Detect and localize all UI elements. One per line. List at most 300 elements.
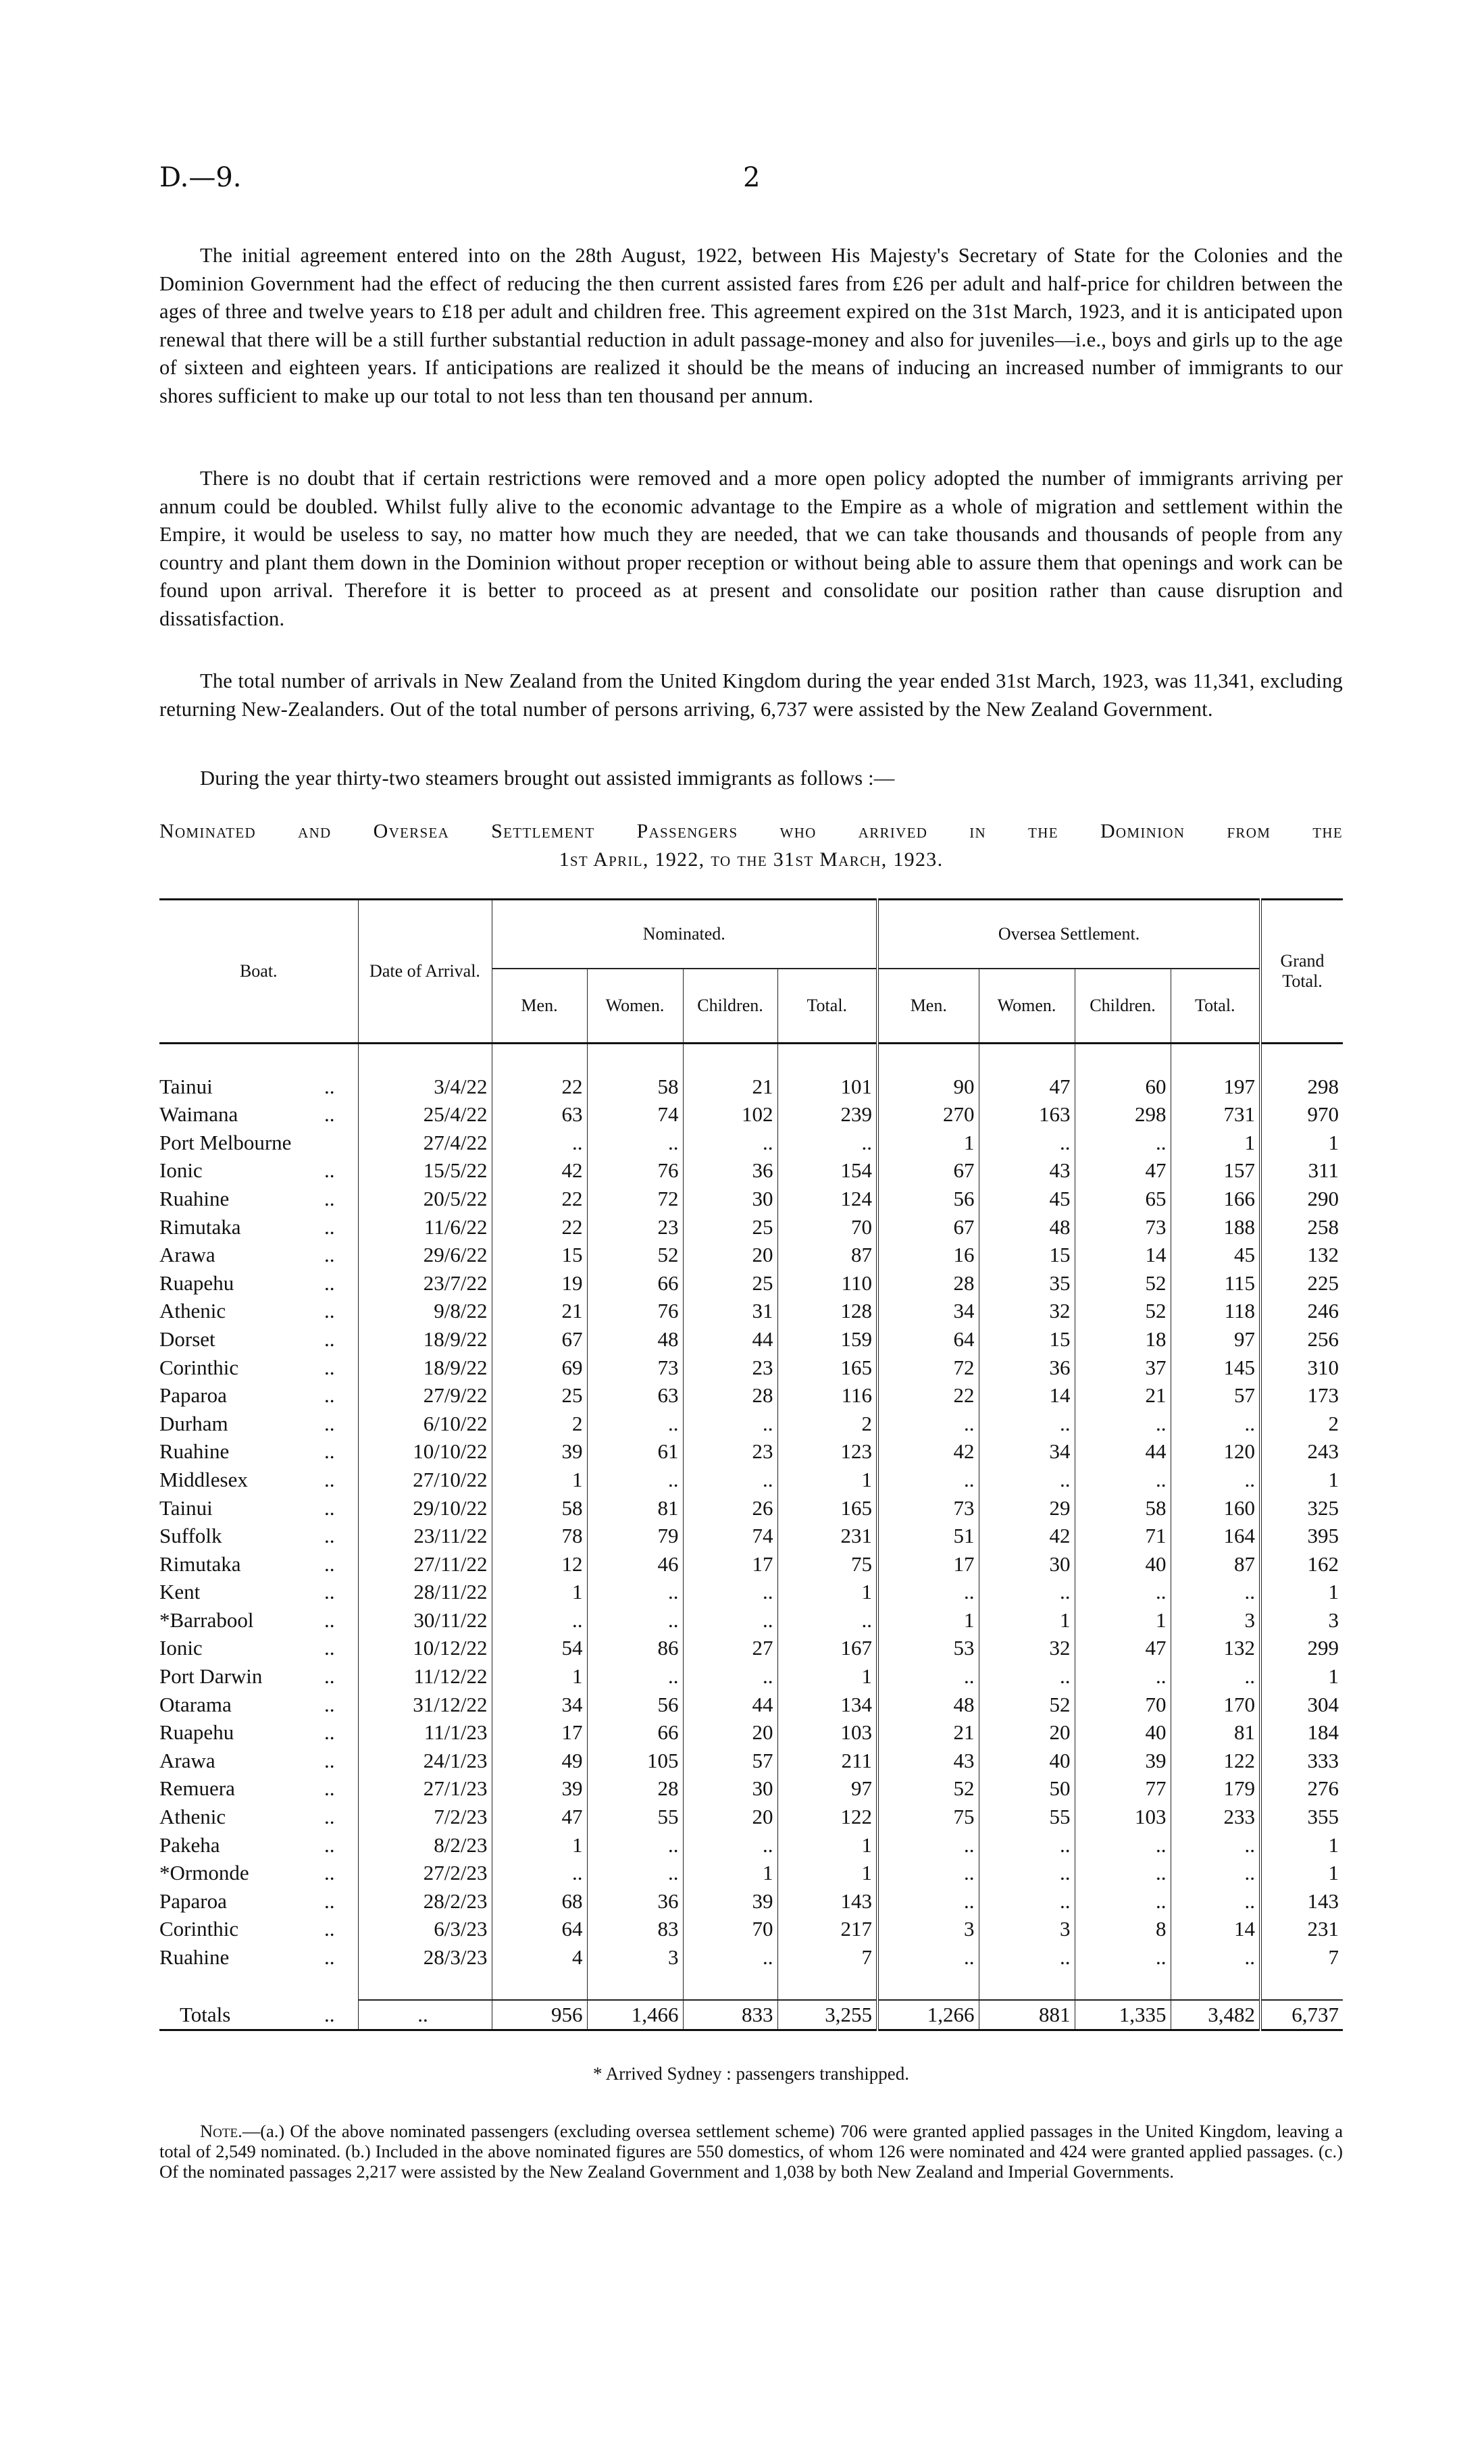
nom-children-cell: 74 [683, 1522, 777, 1550]
os-men-cell: 43 [877, 1747, 979, 1775]
os-children-cell: 37 [1075, 1354, 1171, 1382]
nom-children-cell: .. [683, 1466, 777, 1494]
nom-total-cell: 101 [777, 1073, 877, 1101]
grand-total-cell: 325 [1260, 1494, 1343, 1522]
nom-men-cell: 54 [492, 1634, 587, 1662]
os-children-cell: .. [1075, 1831, 1171, 1859]
leader-dots: .. [324, 1186, 335, 1210]
nom-children-cell: .. [683, 1662, 777, 1691]
arrival-date-cell: 29/10/22 [358, 1494, 492, 1522]
os-men-cell: .. [877, 1662, 979, 1691]
os-men-cell: 48 [877, 1691, 979, 1719]
boat-name: Middlesex [159, 1467, 248, 1491]
nom-total-cell: 211 [777, 1747, 877, 1775]
totals-nom-women: 1,466 [587, 2000, 683, 2030]
nom-total-cell: 165 [777, 1494, 877, 1522]
nom-men-cell: 19 [492, 1269, 587, 1298]
os-men-cell: 51 [877, 1522, 979, 1550]
nom-children-cell: 31 [683, 1297, 777, 1325]
arrival-date-cell: 27/9/22 [358, 1381, 492, 1410]
arrival-date-cell: 29/6/22 [358, 1241, 492, 1269]
boat-name: *Ormonde [159, 1861, 249, 1885]
header-nom-total: Total. [777, 969, 877, 1044]
boat-name-cell [159, 1381, 358, 1410]
table-row [159, 1381, 1343, 1410]
nom-women-cell: 79 [587, 1522, 683, 1550]
nom-men-cell: 58 [492, 1494, 587, 1522]
grand-total-cell: 3 [1260, 1606, 1343, 1635]
boat-name: Arawa [159, 1748, 215, 1772]
boat-name: Waimana [159, 1102, 238, 1127]
os-men-cell: 73 [877, 1494, 979, 1522]
totals-date: .. [358, 2000, 492, 2030]
boat-name: Kent [159, 1580, 201, 1604]
nom-children-cell: 26 [683, 1494, 777, 1522]
leader-dots: .. [324, 1158, 335, 1183]
nom-women-cell: 105 [587, 1747, 683, 1775]
os-total-cell: 118 [1171, 1297, 1260, 1325]
grand-total-cell: 299 [1260, 1634, 1343, 1662]
os-children-cell: 40 [1075, 1718, 1171, 1747]
nom-women-cell: .. [587, 1662, 683, 1691]
os-men-cell: .. [877, 1578, 979, 1606]
boat-name: Athenic [159, 1805, 226, 1829]
nom-total-cell: 134 [777, 1691, 877, 1719]
table-row [159, 1915, 1343, 1943]
nom-men-cell: 22 [492, 1185, 587, 1213]
table-row [159, 1410, 1343, 1438]
grand-total-cell: 243 [1260, 1437, 1343, 1466]
grand-total-cell: 1 [1260, 1466, 1343, 1494]
header-date: Date of Arrival. [358, 900, 492, 1044]
boat-name-cell [159, 1747, 358, 1775]
table-caption-line1: Nominated and Oversea Settlement Passengers who arrived in the Dominion from the [159, 820, 1343, 842]
grand-total-cell: 1 [1260, 1129, 1343, 1157]
nom-total-cell: 1 [777, 1831, 877, 1859]
nom-total-cell: 165 [777, 1354, 877, 1382]
arrival-date-cell: 27/1/23 [358, 1774, 492, 1803]
os-children-cell: .. [1075, 1129, 1171, 1157]
boat-name-cell [159, 1185, 358, 1213]
table-row [159, 1269, 1343, 1298]
boat-name-cell [159, 1410, 358, 1438]
arrival-date-cell: 18/9/22 [358, 1325, 492, 1354]
nom-women-cell: 66 [587, 1718, 683, 1747]
nom-total-cell: 70 [777, 1213, 877, 1241]
table-row [159, 1550, 1343, 1578]
boat-name: Remuera [159, 1776, 235, 1801]
header-grand-total: Grand Total. [1260, 900, 1343, 1044]
arrival-date-cell: 18/9/22 [358, 1354, 492, 1382]
os-women-cell: 1 [979, 1606, 1075, 1635]
os-children-cell: 77 [1075, 1774, 1171, 1803]
header-oversea: Oversea Settlement. [877, 900, 1260, 969]
nom-men-cell: 78 [492, 1522, 587, 1550]
os-total-cell: 122 [1171, 1747, 1260, 1775]
os-children-cell: 298 [1075, 1100, 1171, 1129]
table-row [159, 1578, 1343, 1606]
boat-name-cell [159, 1437, 358, 1466]
table-row [159, 1803, 1343, 1831]
os-total-cell: 115 [1171, 1269, 1260, 1298]
nom-children-cell: 20 [683, 1718, 777, 1747]
os-men-cell: 64 [877, 1325, 979, 1354]
leader-dots: .. [324, 1495, 335, 1520]
grand-total-cell: 246 [1260, 1297, 1343, 1325]
os-total-cell: 157 [1171, 1156, 1260, 1185]
os-children-cell: 52 [1075, 1297, 1171, 1325]
totals-grand: 6,737 [1260, 2000, 1343, 2030]
spacer-row [159, 1972, 1343, 2001]
table-row [159, 1606, 1343, 1635]
nom-women-cell: .. [587, 1859, 683, 1887]
os-men-cell: 75 [877, 1803, 979, 1831]
grand-total-cell: 7 [1260, 1943, 1343, 1972]
os-children-cell: 73 [1075, 1213, 1171, 1241]
os-children-cell: 14 [1075, 1241, 1171, 1269]
nom-women-cell: 3 [587, 1943, 683, 1972]
os-women-cell: 40 [979, 1747, 1075, 1775]
boat-name-cell [159, 1859, 358, 1887]
leader-dots: .. [324, 1889, 335, 1913]
boat-name-cell [159, 1634, 358, 1662]
os-women-cell: 30 [979, 1550, 1075, 1578]
os-women-cell: .. [979, 1943, 1075, 1972]
nom-women-cell: .. [587, 1129, 683, 1157]
boat-name: Ruahine [159, 1186, 230, 1210]
nom-children-cell: .. [683, 1606, 777, 1635]
nom-men-cell: 39 [492, 1774, 587, 1803]
boat-name-cell [159, 1213, 358, 1241]
leader-dots: .. [324, 1580, 335, 1604]
os-men-cell: 3 [877, 1915, 979, 1943]
boat-name-cell [159, 1466, 358, 1494]
boat-name: Dorset [159, 1327, 215, 1351]
nom-children-cell: 30 [683, 1774, 777, 1803]
os-children-cell: .. [1075, 1662, 1171, 1691]
nom-men-cell: 42 [492, 1156, 587, 1185]
os-total-cell: 188 [1171, 1213, 1260, 1241]
grand-total-cell: 231 [1260, 1915, 1343, 1943]
leader-dots: .. [324, 1748, 335, 1772]
table-row [159, 1859, 1343, 1887]
nom-men-cell: 4 [492, 1943, 587, 1972]
table-row [159, 1185, 1343, 1213]
os-total-cell: .. [1171, 1831, 1260, 1859]
arrival-date-cell: 8/2/23 [358, 1831, 492, 1859]
table-row [159, 1662, 1343, 1691]
leader-dots: .. [324, 1917, 335, 1941]
nom-children-cell: 21 [683, 1073, 777, 1101]
boat-name: Ruapehu [159, 1720, 234, 1745]
boat-name: Ruapehu [159, 1270, 234, 1295]
boat-name-cell [159, 1325, 358, 1354]
grand-total-cell: 132 [1260, 1241, 1343, 1269]
table-row [159, 1943, 1343, 1972]
arrival-date-cell: 28/2/23 [358, 1887, 492, 1916]
arrival-date-cell: 10/10/22 [358, 1437, 492, 1466]
nom-children-cell: 17 [683, 1550, 777, 1578]
os-total-cell: 45 [1171, 1241, 1260, 1269]
nom-women-cell: 36 [587, 1887, 683, 1916]
os-total-cell: 731 [1171, 1100, 1260, 1129]
arrival-date-cell: 23/11/22 [358, 1522, 492, 1550]
boat-name-cell [159, 1662, 358, 1691]
page-reference: D.—9. [159, 162, 242, 193]
leader-dots: .. [324, 1692, 335, 1716]
nom-children-cell: .. [683, 1410, 777, 1438]
os-children-cell: 44 [1075, 1437, 1171, 1466]
grand-total-cell: 258 [1260, 1213, 1343, 1241]
boat-name-cell [159, 1718, 358, 1747]
os-total-cell: 233 [1171, 1803, 1260, 1831]
os-women-cell: 32 [979, 1634, 1075, 1662]
arrival-date-cell: 3/4/22 [358, 1073, 492, 1101]
boat-name-cell [159, 1943, 358, 1972]
os-children-cell: 21 [1075, 1381, 1171, 1410]
leader-dots: .. [324, 1832, 335, 1857]
grand-total-cell: 162 [1260, 1550, 1343, 1578]
os-men-cell: 1 [877, 1129, 979, 1157]
os-children-cell: 40 [1075, 1550, 1171, 1578]
paragraph-restrictions: There is no doubt that if certain restrictions were removed and a more open policy adopted the number of immigrants arriving per annum could be doubled. Whilst fully alive to the economic advantage to the Empire as a whole of migration and settlement within the Empire, it would be useless to say, no matter how much they are needed, that we can take thousands and thousands of people from any country and plant them down in the Dominion without proper reception or without being able to assure them that openings and work can be found upon arrival. Therefore it is better to proceed as at present and consolidate our position rather than cause disruption and dissatisfaction. [159, 467, 1343, 630]
os-women-cell: 34 [979, 1437, 1075, 1466]
grand-total-cell: 298 [1260, 1073, 1343, 1101]
grand-total-cell: 1 [1260, 1831, 1343, 1859]
totals-nom-children: 833 [683, 2000, 777, 2030]
os-women-cell: 55 [979, 1803, 1075, 1831]
os-total-cell: .. [1171, 1887, 1260, 1916]
os-women-cell: 48 [979, 1213, 1075, 1241]
nom-women-cell: 55 [587, 1803, 683, 1831]
nom-total-cell: 239 [777, 1100, 877, 1129]
boat-name: Port Darwin [159, 1664, 263, 1689]
nom-men-cell: 39 [492, 1437, 587, 1466]
os-total-cell: .. [1171, 1410, 1260, 1438]
nom-total-cell: 116 [777, 1381, 877, 1410]
nom-women-cell: 76 [587, 1156, 683, 1185]
arrival-date-cell: 6/10/22 [358, 1410, 492, 1438]
leader-dots: .. [324, 1270, 335, 1295]
os-women-cell: .. [979, 1859, 1075, 1887]
os-total-cell: 132 [1171, 1634, 1260, 1662]
nom-total-cell: 122 [777, 1803, 877, 1831]
os-men-cell: 270 [877, 1100, 979, 1129]
boat-name-cell [159, 1129, 358, 1157]
leader-dots: .. [324, 1720, 335, 1745]
nom-children-cell: 1 [683, 1859, 777, 1887]
table-row [159, 1100, 1343, 1129]
os-men-cell: .. [877, 1466, 979, 1494]
grand-total-cell: 333 [1260, 1747, 1343, 1775]
leader-dots: .. [324, 1776, 335, 1801]
boat-name-cell [159, 1550, 358, 1578]
nom-women-cell: 58 [587, 1073, 683, 1101]
nom-men-cell: 69 [492, 1354, 587, 1382]
nom-women-cell: 56 [587, 1691, 683, 1719]
nom-men-cell: 47 [492, 1803, 587, 1831]
leader-dots: .. [324, 1551, 335, 1576]
leader-dots: .. [324, 2002, 335, 2026]
nom-men-cell: 22 [492, 1213, 587, 1241]
boat-name: Otarama [159, 1692, 232, 1716]
nom-total-cell: 159 [777, 1325, 877, 1354]
nom-children-cell: 44 [683, 1691, 777, 1719]
boat-name-cell [159, 1297, 358, 1325]
nom-men-cell: 25 [492, 1381, 587, 1410]
table-row [159, 1634, 1343, 1662]
nom-total-cell: 167 [777, 1634, 877, 1662]
nom-children-cell: 27 [683, 1634, 777, 1662]
os-men-cell: 16 [877, 1241, 979, 1269]
nom-children-cell: 28 [683, 1381, 777, 1410]
grand-total-cell: 1 [1260, 1859, 1343, 1887]
os-total-cell: 14 [1171, 1915, 1260, 1943]
boat-name-cell [159, 1241, 358, 1269]
nom-total-cell: 217 [777, 1915, 877, 1943]
os-total-cell: .. [1171, 1943, 1260, 1972]
os-women-cell: 45 [979, 1185, 1075, 1213]
arrival-date-cell: 30/11/22 [358, 1606, 492, 1635]
nom-children-cell: 20 [683, 1241, 777, 1269]
leader-dots: .. [324, 1102, 335, 1127]
leader-dots: .. [324, 1327, 335, 1351]
nom-women-cell: 46 [587, 1550, 683, 1578]
boat-name: Ruahine [159, 1945, 230, 1969]
os-children-cell: 39 [1075, 1747, 1171, 1775]
boat-name: Pakeha [159, 1832, 220, 1857]
table-row [159, 1747, 1343, 1775]
nom-women-cell: 63 [587, 1381, 683, 1410]
os-total-cell: 57 [1171, 1381, 1260, 1410]
os-total-cell: 160 [1171, 1494, 1260, 1522]
arrival-date-cell: 6/3/23 [358, 1915, 492, 1943]
header-boat: Boat. [159, 900, 358, 1044]
nom-children-cell: 23 [683, 1354, 777, 1382]
arrival-date-cell: 27/2/23 [358, 1859, 492, 1887]
os-total-cell: .. [1171, 1859, 1260, 1887]
leader-dots: .. [324, 1243, 335, 1267]
leader-dots: .. [324, 1861, 335, 1885]
os-women-cell: 43 [979, 1156, 1075, 1185]
nom-men-cell: 64 [492, 1915, 587, 1943]
grand-total-cell: 311 [1260, 1156, 1343, 1185]
paragraph-agreement: The initial agreement entered into on the 28th August, 1922, between His Majesty's Secretary of State for the Colonies and the Dominion Government had the effect of reducing the then current assisted fares from £26 per adult and half-price for children between the ages of three and twelve years to £18 per adult and children free. This agreement expired on the 31st March, 1923, and it is anticipated upon renewal that there will be a still further substantial reduction in adult passage-money and also for juveniles—i.e., boys and girls up to the age of sixteen and eighteen years. If anticipations are realized it should be the means of inducing an increased number of immigrants to our shores sufficient to make up our total to not less than ten thousand per annum. [159, 244, 1343, 407]
nom-men-cell: 1 [492, 1578, 587, 1606]
table-row [159, 1494, 1343, 1522]
boat-name-cell [159, 1269, 358, 1298]
os-women-cell: 32 [979, 1297, 1075, 1325]
paragraph-arrivals: The total number of arrivals in New Zealand from the United Kingdom during the year ended 31st March, 1923, was 11,341, excluding returning New-Zealanders. Out of the total number of persons arriving, 6,737 were assisted by the New Zealand Government. [159, 669, 1343, 721]
os-women-cell: 14 [979, 1381, 1075, 1410]
nom-total-cell: 7 [777, 1943, 877, 1972]
totals-nom-men: 956 [492, 2000, 587, 2030]
os-men-cell: 56 [877, 1185, 979, 1213]
boat-name: Tainui [159, 1495, 213, 1520]
grand-total-cell: 1 [1260, 1578, 1343, 1606]
os-women-cell: 36 [979, 1354, 1075, 1382]
boat-name-cell [159, 1915, 358, 1943]
grand-total-cell: 256 [1260, 1325, 1343, 1354]
grand-total-cell: 173 [1260, 1381, 1343, 1410]
leader-dots: .. [324, 1214, 335, 1239]
nom-children-cell: .. [683, 1129, 777, 1157]
boat-name-cell [159, 1887, 358, 1916]
nom-men-cell: 15 [492, 1241, 587, 1269]
nom-children-cell: .. [683, 1578, 777, 1606]
boat-name: Corinthic [159, 1917, 239, 1941]
header-os-men: Men. [877, 969, 979, 1044]
leader-dots: .. [324, 1664, 335, 1689]
totals-label-cell [159, 2000, 358, 2030]
nom-children-cell: 102 [683, 1100, 777, 1129]
leader-dots: .. [324, 1299, 335, 1323]
os-total-cell: .. [1171, 1662, 1260, 1691]
os-women-cell: 50 [979, 1774, 1075, 1803]
leader-dots: .. [324, 1411, 335, 1435]
boat-name-cell [159, 1494, 358, 1522]
nom-children-cell: 70 [683, 1915, 777, 1943]
nom-women-cell: 73 [587, 1354, 683, 1382]
table-row [159, 1437, 1343, 1466]
nom-total-cell: 103 [777, 1718, 877, 1747]
nom-children-cell: 57 [683, 1747, 777, 1775]
os-total-cell: 97 [1171, 1325, 1260, 1354]
os-total-cell: 3 [1171, 1606, 1260, 1635]
os-men-cell: .. [877, 1410, 979, 1438]
os-men-cell: 90 [877, 1073, 979, 1101]
boat-name: Ionic [159, 1636, 203, 1660]
table-row [159, 1073, 1343, 1101]
nom-women-cell: 52 [587, 1241, 683, 1269]
nom-total-cell: 75 [777, 1550, 877, 1578]
nom-women-cell: .. [587, 1606, 683, 1635]
nom-total-cell: 124 [777, 1185, 877, 1213]
os-total-cell: 164 [1171, 1522, 1260, 1550]
os-children-cell: 1 [1075, 1606, 1171, 1635]
os-total-cell: 120 [1171, 1437, 1260, 1466]
table-row [159, 1887, 1343, 1916]
nom-women-cell: .. [587, 1831, 683, 1859]
totals-os-total: 3,482 [1171, 2000, 1260, 2030]
nom-total-cell: 1 [777, 1859, 877, 1887]
boat-name-cell [159, 1803, 358, 1831]
nom-men-cell: 17 [492, 1718, 587, 1747]
nom-children-cell: 25 [683, 1213, 777, 1241]
grand-total-cell: 970 [1260, 1100, 1343, 1129]
grand-total-cell: 395 [1260, 1522, 1343, 1550]
boat-name: Arawa [159, 1243, 215, 1267]
arrival-date-cell: 27/10/22 [358, 1466, 492, 1494]
boat-name: Ruahine [159, 1439, 230, 1464]
boat-name-cell [159, 1606, 358, 1635]
page-number: 2 [743, 162, 761, 193]
grand-total-cell: 310 [1260, 1354, 1343, 1382]
os-total-cell: 170 [1171, 1691, 1260, 1719]
boat-name-cell [159, 1522, 358, 1550]
os-men-cell: 67 [877, 1156, 979, 1185]
leader-dots: .. [324, 1608, 335, 1632]
arrival-date-cell: 25/4/22 [358, 1100, 492, 1129]
nom-men-cell: 49 [492, 1747, 587, 1775]
table-body [159, 1044, 1343, 2001]
nom-total-cell: 143 [777, 1887, 877, 1916]
os-men-cell: .. [877, 1887, 979, 1916]
os-women-cell: 15 [979, 1241, 1075, 1269]
table-row [159, 1354, 1343, 1382]
table-row [159, 1718, 1343, 1747]
note-label: Note. [200, 2121, 242, 2141]
